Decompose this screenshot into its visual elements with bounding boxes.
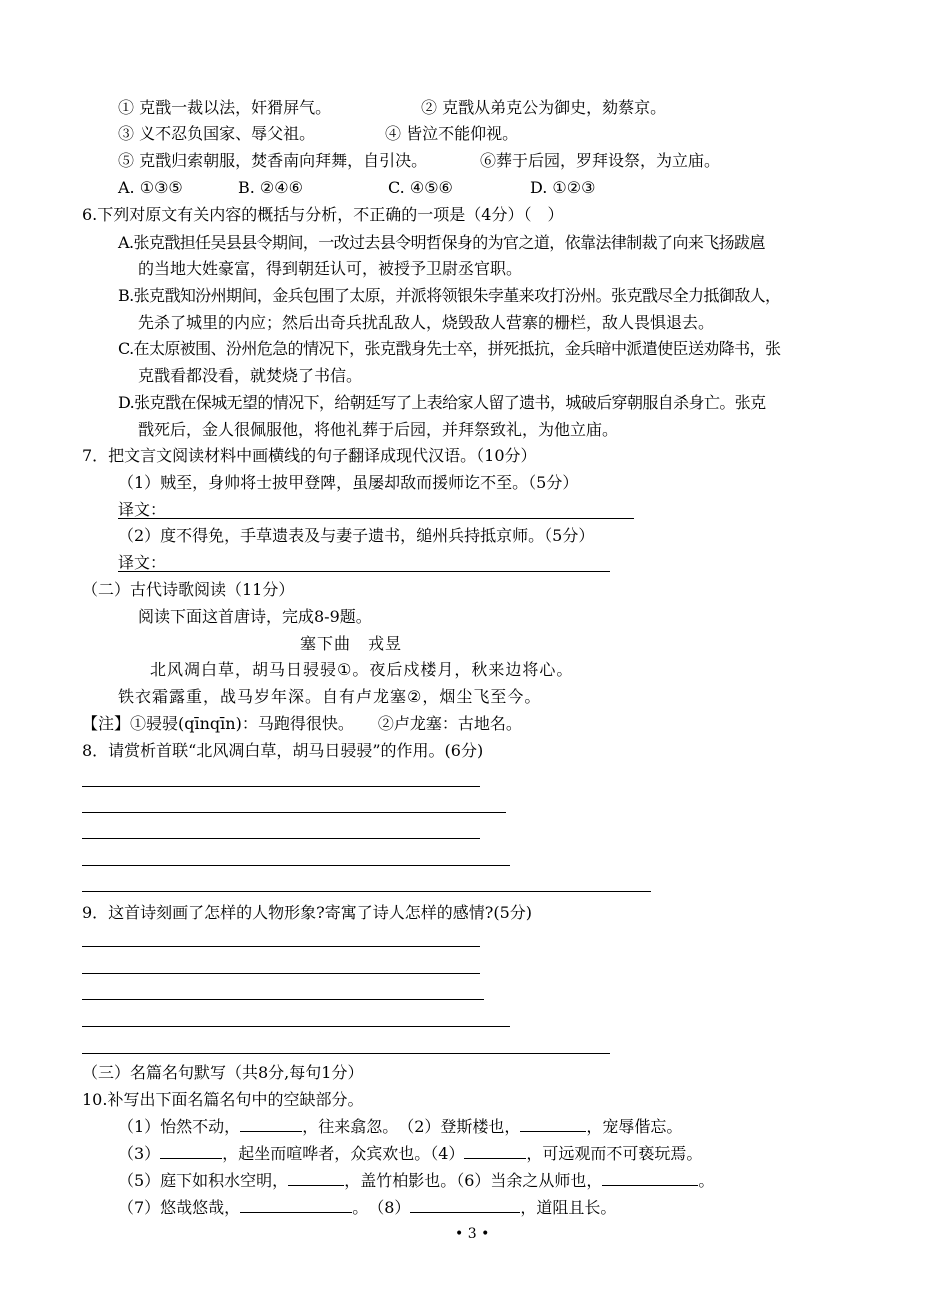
q10-text-2a: （3） <box>118 1144 161 1163</box>
q10-row-2 <box>118 1143 702 1164</box>
q10-text-4c: ，道阻且长。 <box>520 1198 617 1217</box>
q5-choice-b: B. ②④⑥ <box>238 178 303 197</box>
q9-answer-line-5[interactable] <box>82 1053 610 1054</box>
q10-text-3a: （5）庭下如积水空明， <box>118 1171 289 1190</box>
q6-option-c-line1: C.在太原被围、汾州危急的情况下，张克戬身先士卒，拼死抵抗，金兵暗中派遣使臣送劝降书，张 <box>118 339 781 358</box>
page-number: • 3 • <box>455 1226 490 1242</box>
q10-row-1 <box>118 1116 682 1137</box>
q5-choice-c: C. ④⑤⑥ <box>388 178 453 197</box>
q7-translation-label-2: 译文： <box>118 553 167 572</box>
q10-blank-8[interactable] <box>410 1197 520 1213</box>
q10-text-2c: ，可远观而不可亵玩焉。 <box>526 1144 703 1163</box>
q8-answer-line-5[interactable] <box>82 891 651 892</box>
poem-note: 【注】①骎骎(qīnqīn)：马跑得很快。 ②卢龙塞：古地名。 <box>82 714 522 733</box>
q5-option-6: ⑥葬于后园，罗拜设祭，为立庙。 <box>480 151 721 170</box>
q5-option-4: ④ 皆泣不能仰视。 <box>385 124 519 143</box>
q10-text-1b: ，往来翕忽。 （2）登斯楼也， <box>302 1117 521 1136</box>
q7-stem: 7．把文言文阅读材料中画横线的句子翻译成现代汉语。（10分） <box>82 446 537 465</box>
q10-text-1c: ，宠辱偕忘。 <box>586 1117 683 1136</box>
q7-translation-label-1: 译文： <box>118 500 167 519</box>
q10-text-3b: ，盖竹柏影也。（6）当余之从师也， <box>344 1171 603 1190</box>
q6-option-a-line1: A.张克戬担任吴县县令期间，一改过去县令明哲保身的为官之道，依靠法律制裁了向来飞扬跋扈 <box>118 233 765 252</box>
poem-intro: 阅读下面这首唐诗，完成8-9题。 <box>138 607 372 626</box>
q7-sentence-2: （2）度不得免，手草遗表及与妻子遗书，缒州兵持抵京师。（5分） <box>118 526 595 545</box>
q6-option-d-line2: 戬死后，金人很佩服他，将他礼葬于后园，并拜祭致礼，为他立庙。 <box>138 420 619 439</box>
q7-sentence-1: （1）贼至，身帅将士披甲登陴，虽屡却敌而援师讫不至。（5分） <box>118 473 579 492</box>
q10-blank-6[interactable] <box>602 1170 698 1186</box>
q5-option-5: ⑤ 克戬归索朝服，焚香南向拜舞，自引决。 <box>118 151 428 170</box>
q9-answer-line-4[interactable] <box>82 1026 510 1027</box>
section-2-heading: （二）古代诗歌阅读（11分） <box>82 580 295 599</box>
q9-answer-line-3[interactable] <box>82 999 484 1000</box>
section-3-heading: （三）名篇名句默写（共8分,每句1分） <box>82 1063 364 1082</box>
q10-blank-1[interactable] <box>240 1116 302 1132</box>
q10-stem: 10.补写出下面名篇名句中的空缺部分。 <box>82 1090 364 1109</box>
q10-blank-5[interactable] <box>288 1170 344 1186</box>
q10-blank-7[interactable] <box>240 1197 352 1213</box>
q10-row-4 <box>118 1197 616 1218</box>
q10-text-4b: 。 （8） <box>352 1198 411 1217</box>
q10-blank-3[interactable] <box>160 1143 222 1159</box>
q10-text-3c: 。 <box>698 1171 715 1190</box>
q6-option-d-line1: D.张克戬在保城无望的情况下，给朝廷写了上表给家人留了遗书，城破后穿朝服自杀身亡。张克 <box>118 393 766 412</box>
q7-answer-line-1[interactable] <box>118 518 634 519</box>
poem-title: 塞下曲 戎昱 <box>300 634 403 653</box>
q5-option-1: ① 克戬一裁以法，奸猾屏气。 <box>118 98 332 117</box>
poem-line-2: 铁衣霜露重，战马岁年深。自有卢龙塞②，烟尘飞至今。 <box>118 687 542 706</box>
q6-option-b-line1: B.张克戬知汾州期间，金兵包围了太原，并派将领银朱孛堇来攻打汾州。张克戬尽全力抵御敌人， <box>118 286 781 305</box>
q10-text-2b: ，起坐而喧哗者，众宾欢也。（4） <box>222 1144 465 1163</box>
q10-text-4a: （7）悠哉悠哉， <box>118 1198 241 1217</box>
q10-text-1a: （1）怡然不动， <box>118 1117 241 1136</box>
q10-blank-2[interactable] <box>520 1116 586 1132</box>
q5-choice-d: D. ①②③ <box>530 178 596 197</box>
q8-answer-line-2[interactable] <box>82 812 506 813</box>
q9-answer-line-2[interactable] <box>82 973 480 974</box>
q8-answer-line-1[interactable] <box>82 786 480 787</box>
q9-answer-line-1[interactable] <box>82 946 480 947</box>
q8-answer-line-4[interactable] <box>82 865 510 866</box>
poem-line-1: 北风凋白草，胡马日骎骎①。夜后戍楼月，秋来边将心。 <box>150 660 574 679</box>
q5-choice-a: A. ①③⑤ <box>118 178 183 197</box>
q7-answer-line-2[interactable] <box>118 571 610 572</box>
q6-option-b-line2: 先杀了城里的内应；然后出奇兵扰乱敌人，烧毁敌人营寨的栅栏，敌人畏惧退去。 <box>138 313 715 332</box>
q9-stem: 9．这首诗刻画了怎样的人物形象?寄寓了诗人怎样的感情?(5分) <box>82 903 533 922</box>
q8-stem: 8．请赏析首联“北风凋白草，胡马日骎骎”的作用。(6分) <box>82 741 484 760</box>
q6-option-c-line2: 克戬看都没看，就焚烧了书信。 <box>138 366 363 385</box>
q5-option-2: ② 克戬从弟克公为御史，劾蔡京。 <box>421 98 667 117</box>
q5-option-3: ③ 义不忍负国家、辱父祖。 <box>118 124 316 143</box>
q6-option-a-line2: 的当地大姓豪富，得到朝廷认可，被授予卫尉丞官职。 <box>138 259 523 278</box>
q10-row-3 <box>118 1170 714 1191</box>
q10-blank-4[interactable] <box>464 1143 526 1159</box>
q6-stem: 6.下列对原文有关内容的概括与分析，不正确的一项是（4分）（ ） <box>82 205 564 224</box>
q8-answer-line-3[interactable] <box>82 838 480 839</box>
